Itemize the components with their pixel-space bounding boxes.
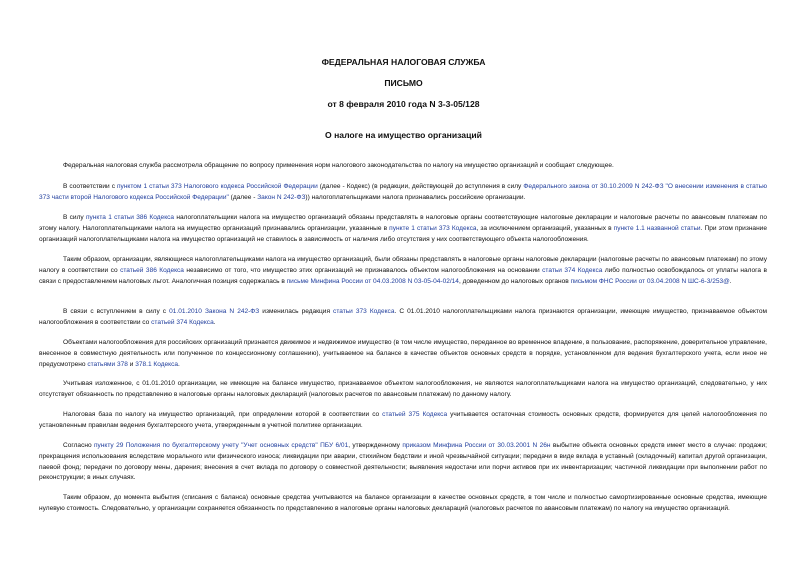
legal-reference-link[interactable]: статьей 374 Кодекса <box>151 318 214 326</box>
paragraph-text: )) налогоплательщиками налога признавались российские организации. <box>305 193 526 201</box>
paragraph-text: и <box>127 360 136 368</box>
paragraph-text: . При этом признание организаций налогоплательщиками налога на имущество организаций не ставилось в зависимость от наличия либо отсутствия у них соответствующего объекта налогообложения. <box>39 224 767 243</box>
paragraph-text: В соответствии с <box>63 183 117 190</box>
document-type: ПИСЬМО <box>384 78 423 88</box>
legal-reference-link[interactable]: 01.01.2010 Закона N 242-ФЗ <box>169 308 260 315</box>
paragraph <box>39 213 767 245</box>
paragraph-text: , за исключением организаций, указанных в <box>476 224 614 232</box>
paragraph-text: (далее - Кодекс) (в редакции, действующей до вступления в силу <box>317 183 524 190</box>
paragraph-text: изменилась редакция <box>259 308 334 315</box>
paragraph <box>39 441 767 484</box>
paragraph <box>39 161 767 172</box>
paragraph-text: . <box>178 360 180 368</box>
paragraph <box>39 255 767 287</box>
legal-reference-link[interactable]: Федерального закона от 30.10.2009 N 242-ФЗ "О внесении изменения в статью 373 части второй Налогового кодекса Российской Федерации" <box>39 183 767 201</box>
paragraph-text: независимо от того, что имущество этих организаций не признавалось объектом налогообложения на основании <box>183 266 543 274</box>
paragraph-text: учитывается остаточная стоимость основных средств, формируется для целей налогообложения по установленным правилам ведения бухгалтерского учета, утвержденным в учетной политике организации. <box>39 411 767 429</box>
paragraph-text: . С 01.01.2010 налогоплательщиками налога признаются организации, имеющие имущество, признаваемое объектом налогообложения в соответствии со <box>39 308 768 326</box>
paragraph <box>39 307 767 329</box>
paragraph-text: , доведенном до налоговых органов <box>458 277 571 285</box>
legal-reference-link[interactable]: письме Минфина России от 04.03.2008 N 03-05-04-02/14 <box>286 277 459 285</box>
legal-reference-link[interactable]: Закон N 242-ФЗ <box>257 193 306 201</box>
legal-reference-link[interactable]: 378.1 Кодекса <box>135 360 179 368</box>
paragraph <box>39 493 767 515</box>
legal-reference-link[interactable]: статьями 378 <box>87 360 128 368</box>
paragraph-text: Таким образом, организации, являющиеся налогоплательщиками налога на имущество организаций, были обязаны представлять в налоговые органы налоговые декларации (налоговые расчеты по авансовым платежам) по этому налогу в соответствии со <box>39 256 767 274</box>
paragraph-text: В связи с вступлением в силу с <box>63 308 170 315</box>
legal-reference-link[interactable]: статьи 373 Кодекса <box>333 308 395 315</box>
legal-reference-link[interactable]: статьей 386 Кодекса <box>120 266 184 274</box>
legal-reference-link[interactable]: пункте 1 статьи 373 Кодекса <box>389 224 477 232</box>
paragraph <box>39 410 767 432</box>
paragraph-text: , утвержденному <box>348 442 403 449</box>
document-date-number: от 8 февраля 2010 года N 3-3-05/128 <box>327 99 480 109</box>
paragraph-text: либо полностью освобождалось от уплаты налога в связи с предоставлением налоговых льгот. Аналогичная позиция содержалась в <box>39 266 767 285</box>
document-subject: О налоге на имущество организаций <box>325 130 482 140</box>
paragraph-text: Учитывая изложенное, с 01.01.2010 организации, не имеющие на балансе имущество, признаваемое объектом налогообложения, не являются налогоплательщиками налога на имущество организаций, следовательно, у них отсутствует обязанность по представлению в налоговые органы налоговых деклараций (налоговых расчетов по авансовым платежам) по данному налогу. <box>39 380 767 398</box>
legal-reference-link[interactable]: пункту 29 Положения по бухгалтерскому учету "Учет основных средств" ПБУ 6/01 <box>93 442 349 449</box>
legal-reference-link[interactable]: пунктом 1 статьи 373 Налогового кодекса Российской Федерации <box>117 183 318 190</box>
paragraph <box>39 182 767 204</box>
paragraph-text: (далее - <box>228 193 258 201</box>
paragraph-text: . <box>729 277 732 285</box>
paragraph-text: налогоплательщики налога на имущество организаций обязаны представлять в налоговые органы соответствующие налоговые декларации и налоговые расчеты по авансовым платежам по этому налогу. Налогоплательщиками налога на имущество организаций признавались организации, указанные в <box>39 214 767 232</box>
paragraph-text: Объектами налогообложения для российских организаций признается движимое и недвижимое имущество (в том числе имущество, переданное во временное владение, в пользование, распоряжение, доверительное управление, внесенное в совместную деятельность или полученное по концессионному соглашению), учитываемое на балансе в качестве объектов основных средств в порядке, установленном для ведения бухгалтерского учета, если иное не предусмотрено <box>39 339 767 368</box>
legal-reference-link[interactable]: пункта 1 статьи 386 Кодекса <box>85 214 175 221</box>
agency-title: ФЕДЕРАЛЬНАЯ НАЛОГОВАЯ СЛУЖБА <box>321 57 486 67</box>
paragraph-text: Таким образом, до момента выбытия (списания с баланса) основные средства учитываются на балансе организации в качестве основных средств, в том числе и полностью самортизированные основные средства, имеющие нулевую стоимость. Следовательно, у организации сохраняется обязанность по представлению в налоговые органы налоговых деклараций (налоговых расчетов по авансовым платежам) по налогу на имущество организаций. <box>39 494 767 512</box>
paragraph-text: В силу <box>63 214 86 221</box>
paragraph-text: Федеральная налоговая служба рассмотрела обращение по вопросу применения норм налогового законодательства по налогу на имущество организаций и сообщает следующее. <box>63 162 614 169</box>
paragraph-text: Налоговая база по налогу на имущество организаций, при определении которой в соответствии со <box>63 411 383 418</box>
paragraph <box>39 338 767 370</box>
paragraph-text: . <box>213 318 216 326</box>
legal-reference-link[interactable]: письмом ФНС России от 03.04.2008 N ШС-6-3/253@ <box>570 277 730 285</box>
paragraph-text: выбытие объекта основных средств имеет место в случае: продажи; прекращения использования вследствие морального или физического износа; ликвидации при аварии, стихийном бедствии и иной чрезвычайной ситуации; передачи в виде вклада в уставный (складочный) капитал другой организации, паевой фонд; передачи по договору мены, дарения; внесения в счет вклада по договору о совместной деятельности; выявления недостачи или порчи активов при их инвентаризации; частичной ликвидации при выполнении работ по реконструкции; в иных случаях. <box>39 442 767 482</box>
legal-reference-link[interactable]: приказом Минфина России от 30.03.2001 N 26н <box>402 442 551 449</box>
paragraph <box>39 379 767 401</box>
legal-reference-link[interactable]: пункте 1.1 названной статьи <box>613 224 701 232</box>
legal-reference-link[interactable]: статьей 375 Кодекса <box>382 411 448 418</box>
legal-reference-link[interactable]: статьи 374 Кодекса <box>542 266 603 274</box>
paragraph-text: Согласно <box>63 442 94 449</box>
